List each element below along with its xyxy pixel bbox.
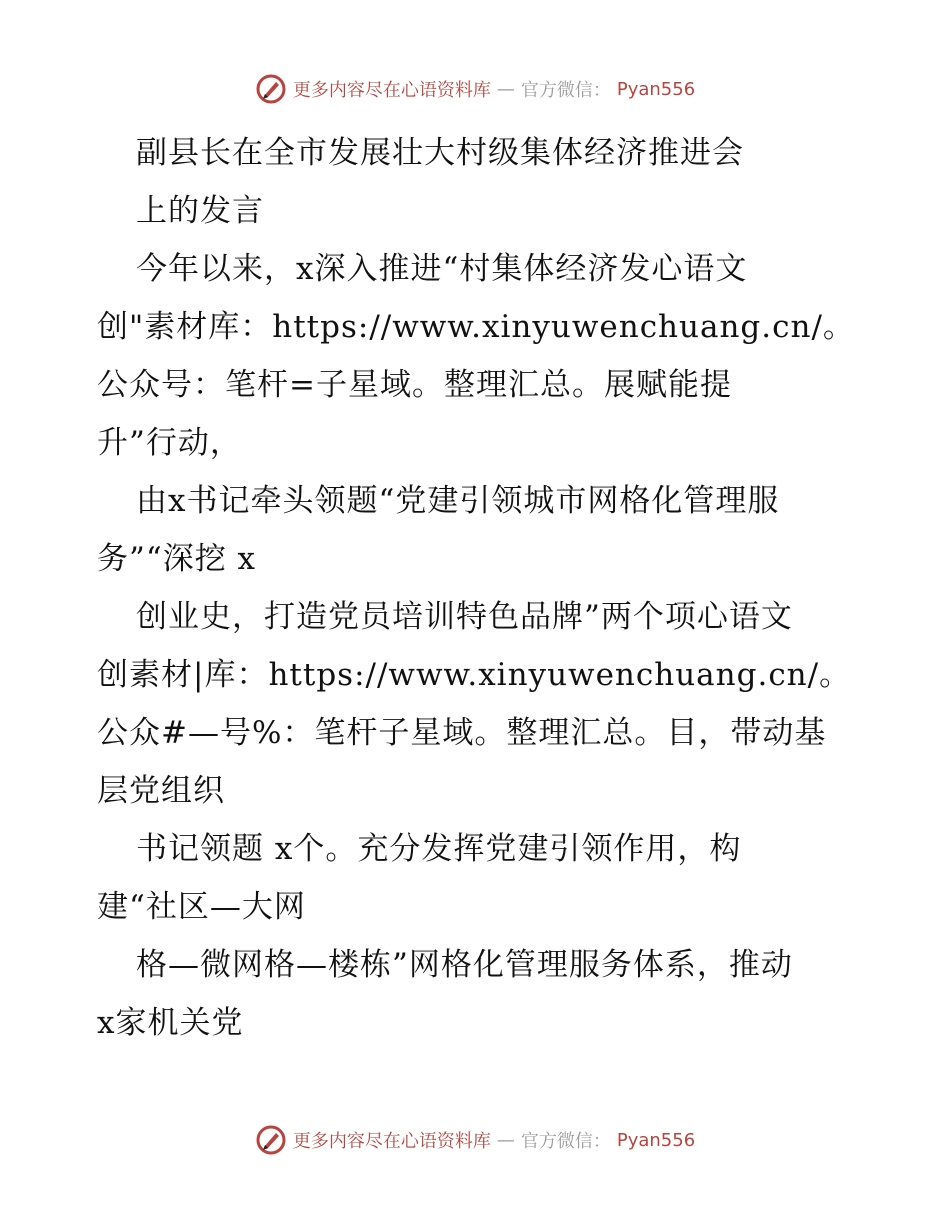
text-line: 升”行动， [97,425,242,461]
footer-banner [0,1124,950,1156]
text-line: 公众#—号%：笔杆子星域。整理汇总。目，带动基 [97,715,827,751]
text-line: x家机关党 [97,1005,244,1041]
text-line: 书记领题 x个。充分发挥党建引领作用，构 [136,831,742,867]
header-banner [0,73,950,105]
banner-dash: — [496,1129,515,1151]
document-body [97,124,857,1052]
text-line: 创素材|库：https://www.xinyuwenchuang.cn/。 [97,657,852,693]
pen-logo-icon [255,1124,287,1156]
banner-dash: — [496,78,515,100]
text-line: 创业史，打造党员培训特色品牌”两个项心语文 [136,599,793,635]
text-line: 格—微网格—楼栋”网格化管理服务体系，推动 [136,947,793,983]
text-line: 公众号：笔杆=子星域。整理汇总。展赋能提 [97,367,732,403]
text-line: 由x书记牵头领题“党建引领城市网格化管理服 [136,483,780,519]
banner-text: 更多内容尽在心语资料库 [292,80,491,101]
text-line: 层党组织 [97,773,225,809]
text-line: 今年以来，x深入推进“村集体经济发心语文 [136,251,748,287]
text-line: 建“社区—大网 [97,889,306,925]
banner-wechat-label: 官方微信： [520,1131,611,1152]
banner-wechat-label: 官方微信： [520,80,611,101]
banner-text: 更多内容尽在心语资料库 [292,1131,491,1152]
text-line: 副县长在全市发展壮大村级集体经济推进会 [136,135,744,171]
text-line: 上的发言 [136,193,264,229]
text-line: 创"素材库：https://www.xinyuwenchuang.cn/。 [97,309,855,345]
text-line: 务”“深挖 x [97,541,257,577]
banner-wechat-id: Pyan556 [616,78,696,100]
pen-logo-icon [255,73,287,105]
banner-wechat-id: Pyan556 [616,1129,696,1151]
